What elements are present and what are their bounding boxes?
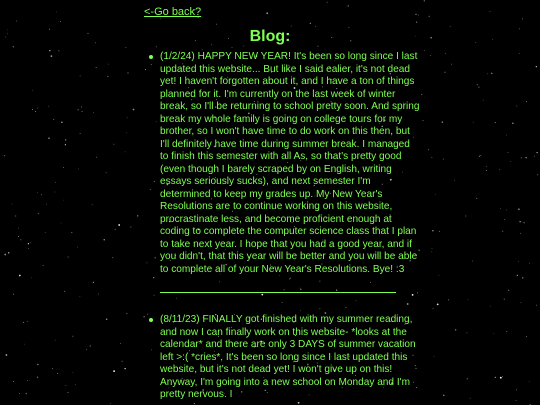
blog-post-list (144, 51, 420, 402)
blog-post-text: (8/11/23) FINALLY got finished with my summer reading, and now I can finally work on this website- *looks at the calendar* and there are only 3 DAYS of summer vacation left >:( *cries*. It's been so long since I last updated this website, but it's not dead yet! I won't give up on this! Anyway, I'm going into a new school on Monday and I'm pretty nervous. I (160, 314, 416, 400)
page-title: Blog: (249, 28, 291, 45)
post-divider (160, 292, 396, 293)
go-back-link[interactable]: <-Go back? (144, 6, 202, 18)
bullet-icon (149, 318, 153, 322)
bullet-icon (149, 55, 153, 59)
blog-post (160, 51, 420, 293)
blog-post-text: (1/2/24) HAPPY NEW YEAR! It's been so long since I last updated this website... But like I said ealier, it's not dead yet! I haven't forgotten about it, and I have a ton of things planned for it. I'm currently on the last week of winter break, so I'll be returning to school pretty soon. And spring break my whole family is going on college tours for my brother, so I won't have time to do work on this then, but I'll definitely have time during summer break. I managed to finish this semester with all As, so that's pretty good (even though I barely scraped by on English, writing essays seriously sucks), and next semester I'm determined to keep my grades up. My New Year's Resolutions are to continue working on this website, procrastinate less, and become proficient enough at coding to complete the computer science class that I plan to take next year. I hope that you had a good year, and if you didn't, that this year will be better and you will be able to complete all of your New Year's Resolutions. Bye! :3 (160, 51, 420, 275)
blog-post (160, 314, 420, 402)
